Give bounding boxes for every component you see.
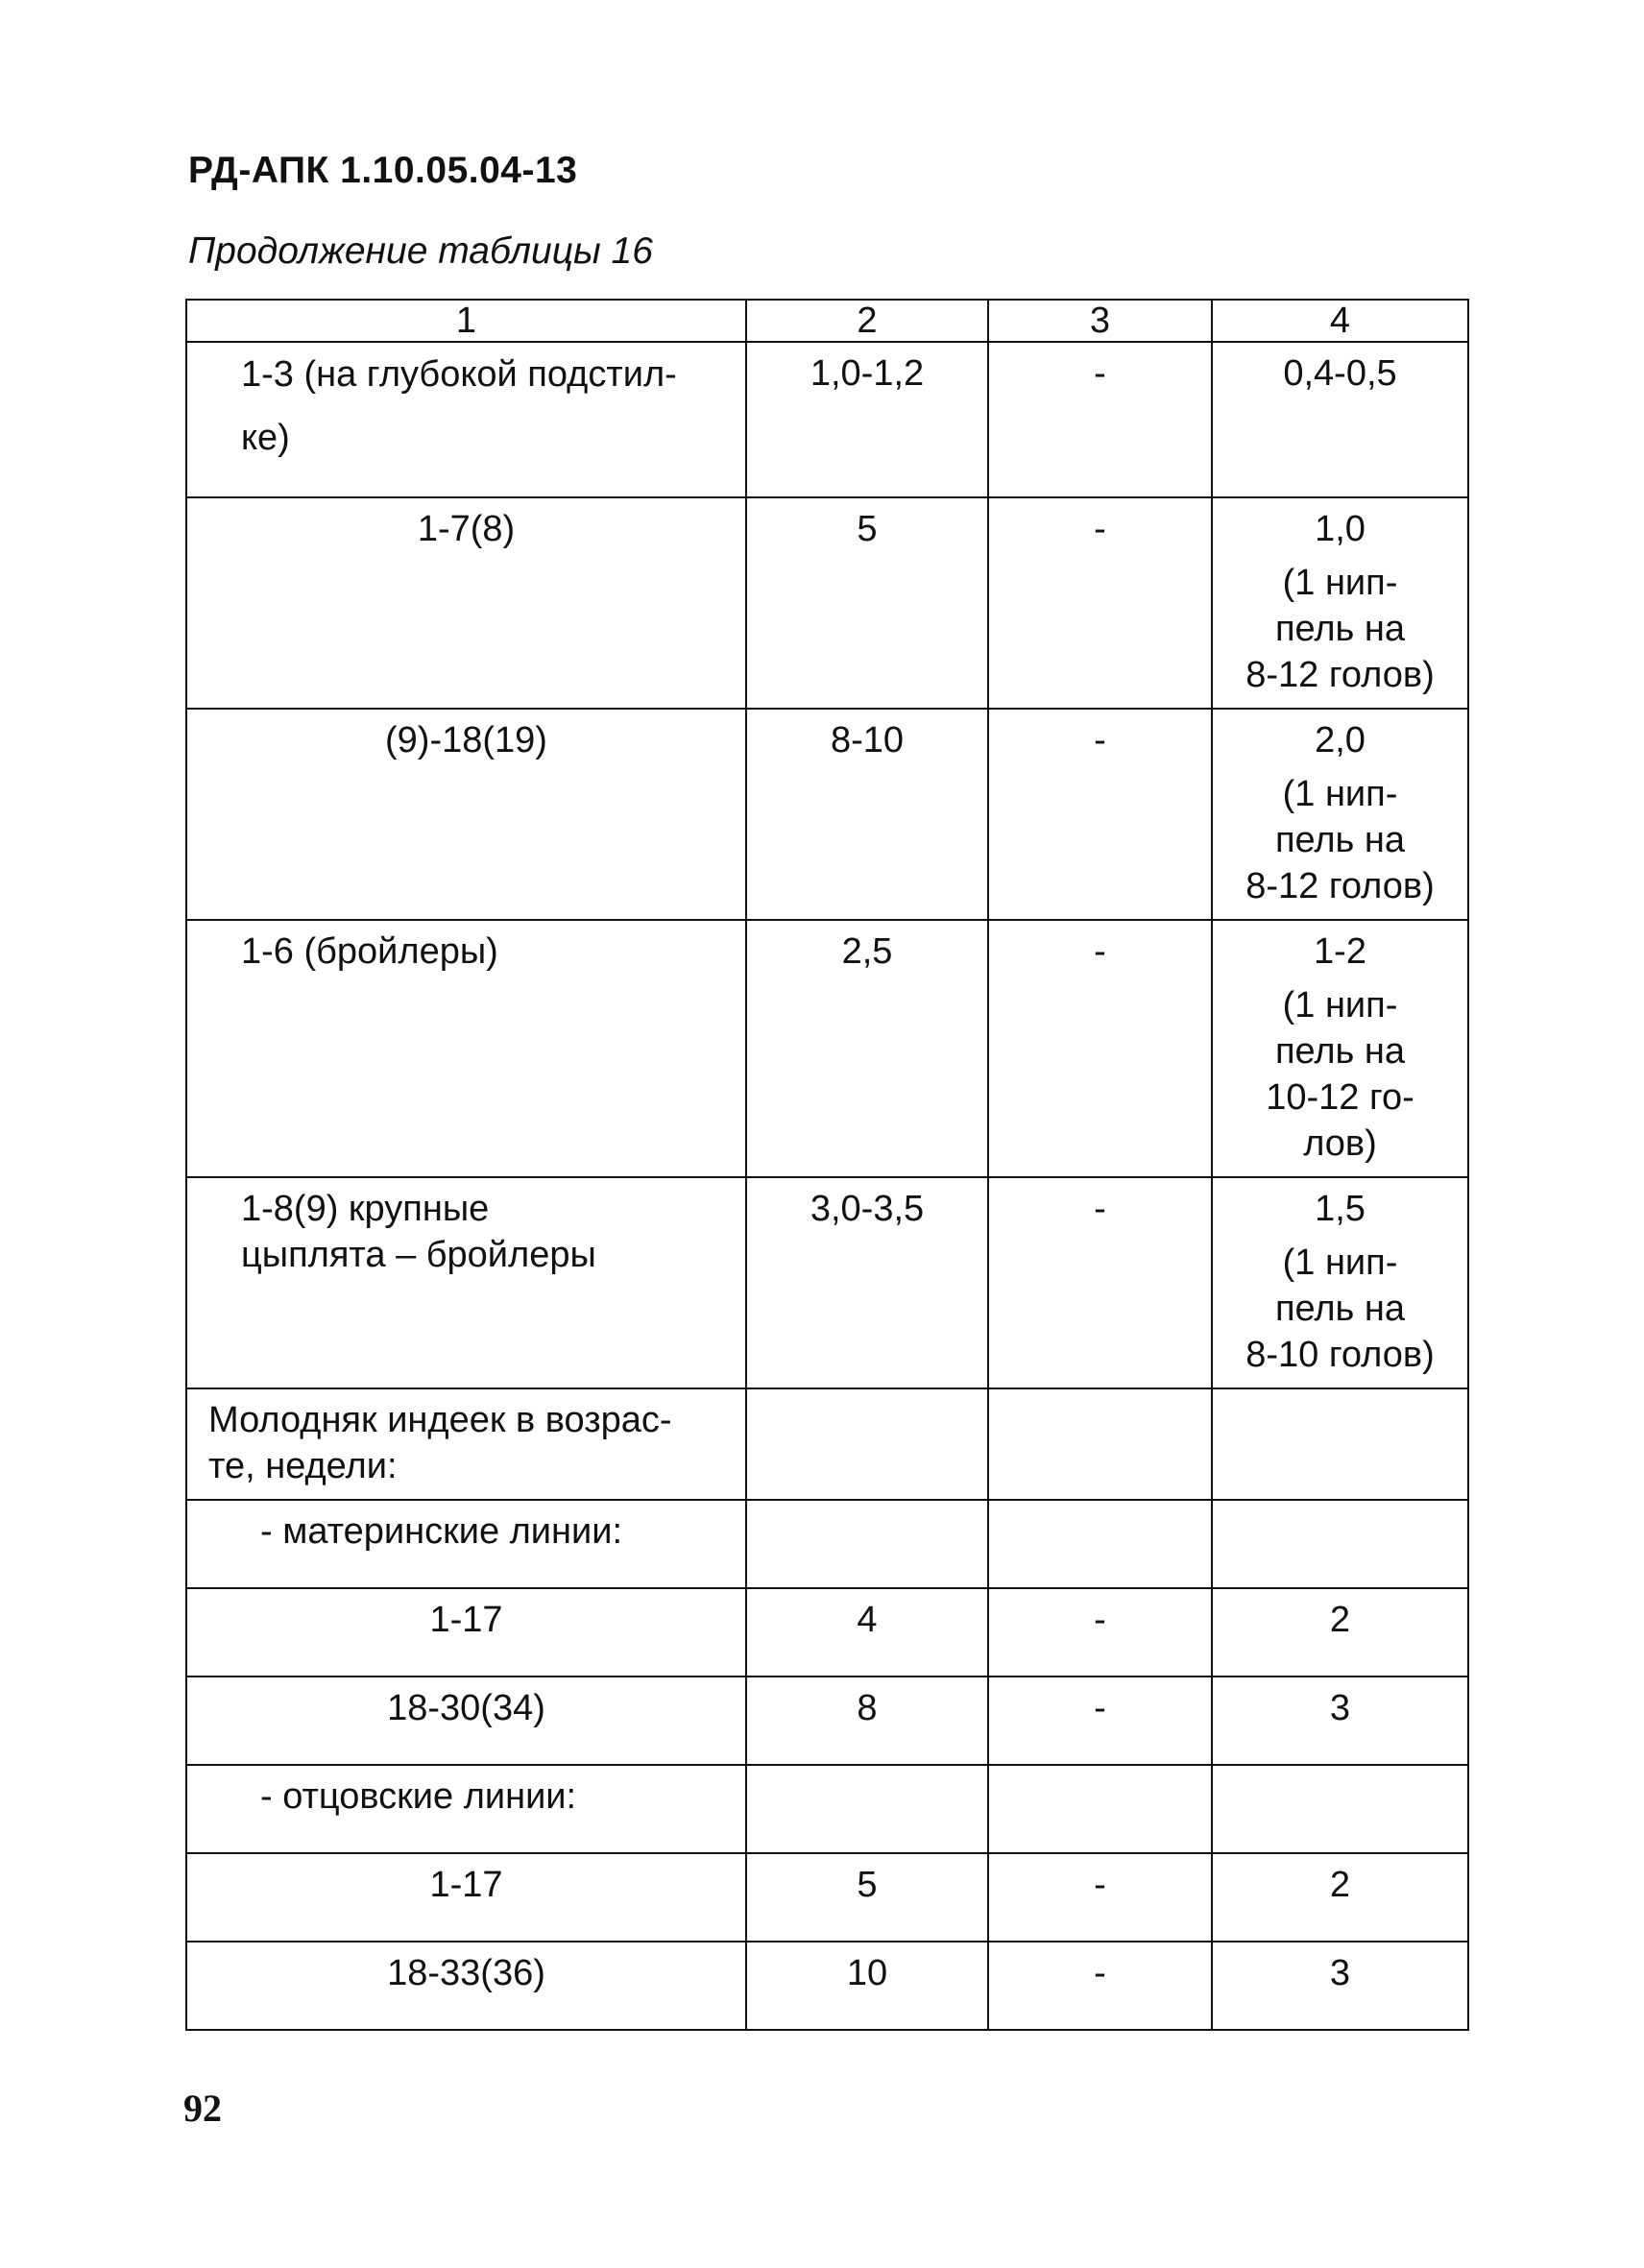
column-2-cell: 8-10 xyxy=(746,709,988,920)
column-3-cell xyxy=(988,1388,1212,1500)
row-label-cell: 1-17 xyxy=(186,1853,746,1942)
row-label-line: 1-8(9) крупные xyxy=(241,1189,490,1229)
column-3-cell: - xyxy=(988,1677,1212,1765)
row-label-cell: 1-17 xyxy=(186,1588,746,1677)
column-4-value: 1-2 xyxy=(1314,931,1366,972)
column-header-1: 1 xyxy=(186,300,746,342)
column-2-cell: 4 xyxy=(746,1588,988,1677)
column-3-cell: - xyxy=(988,342,1212,497)
row-label-cell xyxy=(186,1177,746,1388)
column-4-cell xyxy=(1212,1388,1468,1500)
column-header-4: 4 xyxy=(1212,300,1468,342)
column-4-cell: 2 xyxy=(1212,1853,1468,1942)
row-label-cell: 1-6 (бройлеры) xyxy=(186,920,746,1177)
column-3-cell: - xyxy=(988,1588,1212,1677)
column-4-cell xyxy=(1212,709,1468,920)
column-4-note-line: 8-10 голов) xyxy=(1245,1335,1435,1375)
column-2-cell xyxy=(746,1765,988,1853)
column-4-note-line: 10-12 го- xyxy=(1266,1077,1414,1118)
column-4-cell xyxy=(1212,497,1468,709)
column-4-note-line: (1 нип- xyxy=(1282,563,1398,603)
column-4-cell xyxy=(1212,1765,1468,1853)
column-4-note-line: (1 нип- xyxy=(1282,1243,1398,1283)
row-label-line: Молодняк индеек в возрас- xyxy=(208,1400,672,1440)
column-4-note-line: (1 нип- xyxy=(1282,985,1398,1025)
column-4-value: 0,4-0,5 xyxy=(1283,353,1397,394)
page-number: 92 xyxy=(183,2087,222,2130)
column-4-cell: 3 xyxy=(1212,1677,1468,1765)
column-3-cell: - xyxy=(988,497,1212,709)
column-4-note-line: пель на xyxy=(1274,609,1406,649)
row-label-line: те, недели: xyxy=(208,1446,398,1486)
table-row xyxy=(186,1765,1468,1853)
data-table xyxy=(185,299,1469,2031)
row-label-cell: (9)-18(19) xyxy=(186,709,746,920)
row-label-line: ке) xyxy=(241,418,290,458)
column-3-cell: - xyxy=(988,1853,1212,1942)
column-3-cell: - xyxy=(988,1942,1212,2030)
column-2-cell: 2,5 xyxy=(746,920,988,1177)
column-4-value: 1,5 xyxy=(1315,1189,1366,1229)
column-4-cell: 2 xyxy=(1212,1588,1468,1677)
column-2-cell xyxy=(746,1388,988,1500)
column-4-note-line: 8-12 голов) xyxy=(1245,866,1435,906)
column-4-value: 1,0 xyxy=(1315,509,1366,549)
row-label-cell: 18-33(36) xyxy=(186,1942,746,2030)
column-4-note-line: пель на xyxy=(1274,1289,1406,1329)
row-label-line: 1-3 (на глубокой подстил- xyxy=(241,354,677,395)
subgroup-heading-cell: - отцовские линии: xyxy=(186,1765,746,1853)
table-row xyxy=(186,342,1468,497)
column-4-note-line: лов) xyxy=(1303,1123,1377,1164)
table-row xyxy=(186,1500,1468,1588)
column-2-cell: 3,0-3,5 xyxy=(746,1177,988,1388)
table-caption: Продолжение таблицы 16 xyxy=(188,230,653,272)
table-row xyxy=(186,709,1468,920)
column-2-cell: 10 xyxy=(746,1942,988,2030)
document-code: РД-АПК 1.10.05.04-13 xyxy=(188,150,578,191)
column-3-cell: - xyxy=(988,709,1212,920)
column-2-cell: 1,0-1,2 xyxy=(746,342,988,497)
table-row xyxy=(186,1942,1468,2030)
column-4-note-line: (1 нип- xyxy=(1282,774,1398,814)
column-header-3: 3 xyxy=(988,300,1212,342)
column-3-cell: - xyxy=(988,920,1212,1177)
subgroup-heading-cell: - материнские линии: xyxy=(186,1500,746,1588)
column-4-cell xyxy=(1212,1177,1468,1388)
table-row xyxy=(186,1177,1468,1388)
row-label-cell xyxy=(186,342,746,497)
column-4-note-line: 8-12 голов) xyxy=(1245,655,1435,695)
table-row xyxy=(186,497,1468,709)
row-label-cell: 1-7(8) xyxy=(186,497,746,709)
column-2-cell: 5 xyxy=(746,497,988,709)
table-row xyxy=(186,1853,1468,1942)
table-row xyxy=(186,920,1468,1177)
row-label-cell: 18-30(34) xyxy=(186,1677,746,1765)
column-2-cell: 8 xyxy=(746,1677,988,1765)
column-3-cell: - xyxy=(988,1177,1212,1388)
column-header-2: 2 xyxy=(746,300,988,342)
column-4-cell xyxy=(1212,342,1468,497)
column-4-value: 2,0 xyxy=(1315,720,1366,760)
column-4-note-line: пель на xyxy=(1274,820,1406,860)
group-heading-cell xyxy=(186,1388,746,1500)
column-number-row xyxy=(186,300,1468,342)
row-label-line: цыплята – бройлеры xyxy=(241,1235,596,1275)
column-2-cell: 5 xyxy=(746,1853,988,1942)
column-3-cell xyxy=(988,1500,1212,1588)
column-4-cell xyxy=(1212,1500,1468,1588)
column-4-note-line: пель на xyxy=(1274,1031,1406,1072)
column-4-cell xyxy=(1212,920,1468,1177)
table-row xyxy=(186,1388,1468,1500)
column-3-cell xyxy=(988,1765,1212,1853)
column-4-cell: 3 xyxy=(1212,1942,1468,2030)
column-2-cell xyxy=(746,1500,988,1588)
table-row xyxy=(186,1677,1468,1765)
table-row xyxy=(186,1588,1468,1677)
